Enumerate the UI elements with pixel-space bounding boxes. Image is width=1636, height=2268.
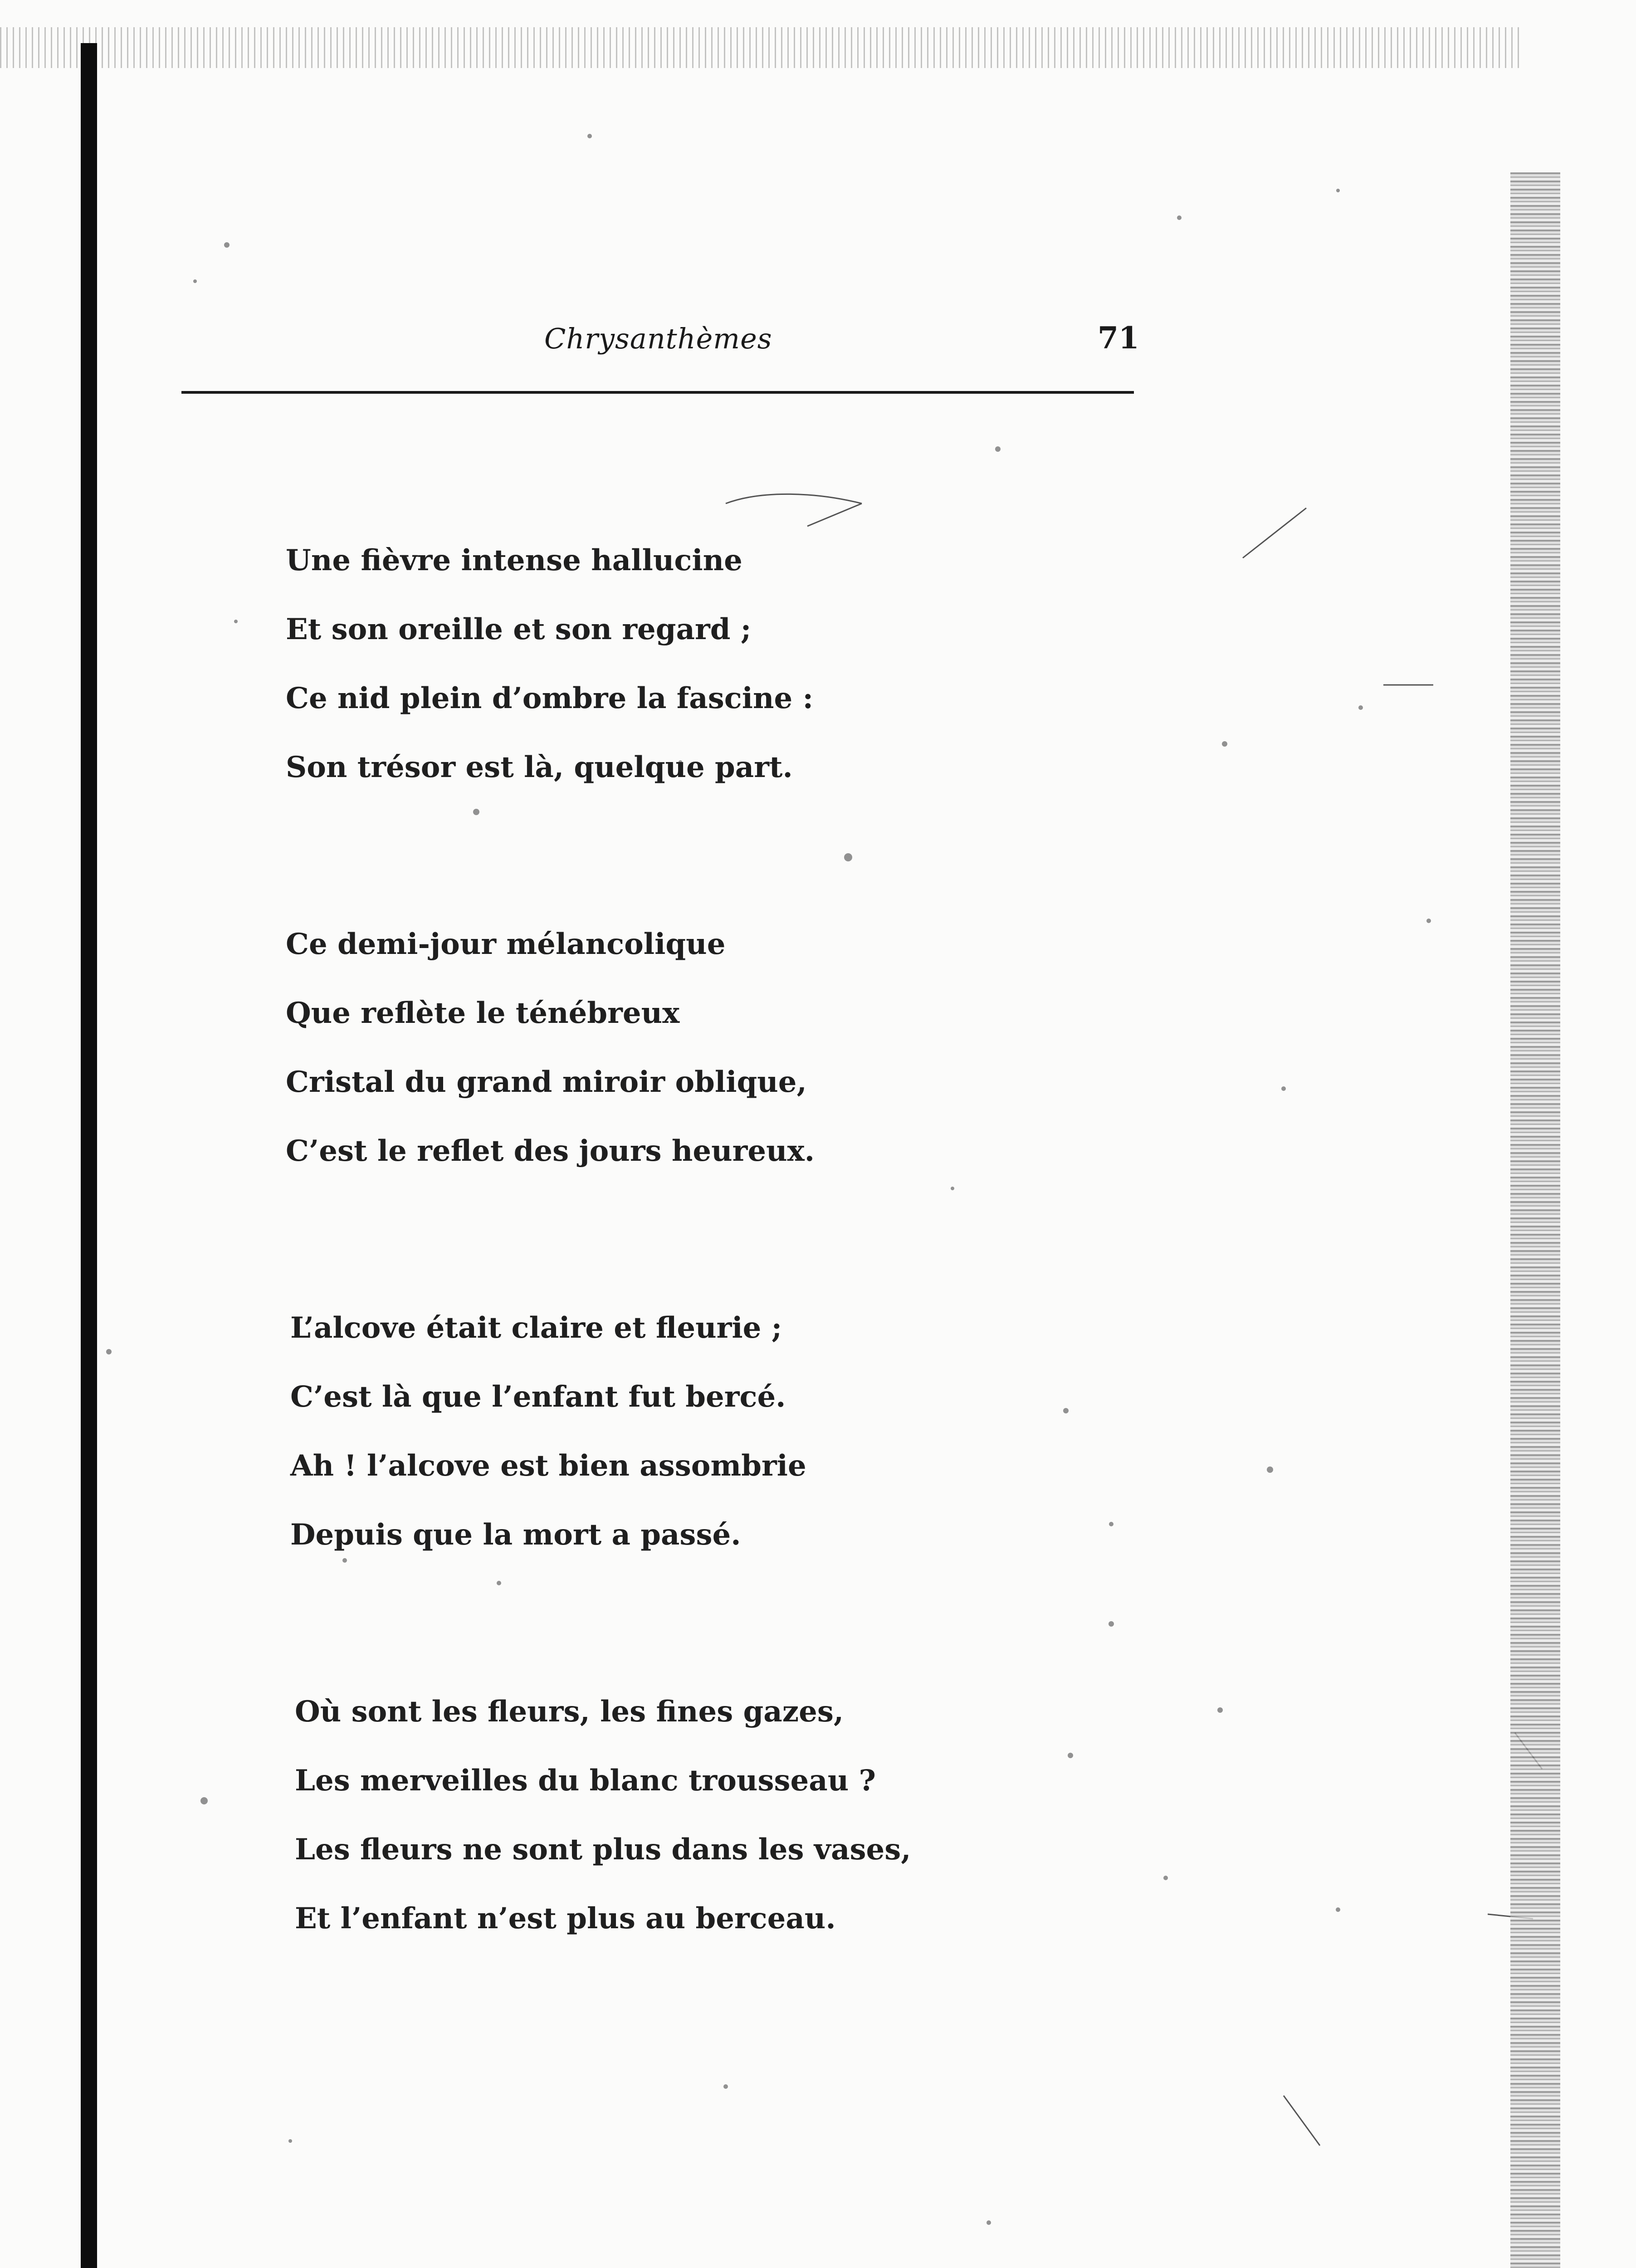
stanza-3 (286, 1294, 1148, 1569)
verse-line: Son trésor est là, quelque part. (286, 750, 793, 784)
verse-line: Et son oreille et son regard ; (286, 612, 752, 646)
verse-line: Où sont les fleurs, les fines gazes, (295, 1695, 844, 1729)
page-number: 71 (1098, 320, 1139, 356)
stanza-2 (286, 910, 1148, 1186)
top-scan-artifact (0, 27, 1519, 68)
verse-line: L’alcove était claire et fleurie ; (290, 1311, 782, 1345)
running-title: Chrysanthèmes (544, 322, 772, 355)
poem (286, 526, 1148, 2061)
verse-line: Les merveilles du blanc trousseau ? (295, 1764, 876, 1798)
verse-line: Que reflète le ténébreux (286, 996, 680, 1030)
page-edge-artifact (1510, 172, 1560, 2268)
verse-line: Ce nid plein d’ombre la fascine : (286, 681, 814, 715)
header-rule (181, 391, 1134, 394)
verse-line: Depuis que la mort a passé. (290, 1518, 741, 1552)
verse-line: Cristal du grand miroir oblique, (286, 1065, 807, 1099)
binding-edge (81, 43, 97, 2268)
verse-line: C’est le reflet des jours heureux. (286, 1134, 815, 1168)
verse-line: Ce demi-jour mélancolique (286, 927, 726, 961)
running-head (181, 318, 1139, 367)
verse-line: Ah ! l’alcove est bien assombrie (290, 1449, 806, 1483)
verse-line: Une fièvre intense hallucine (286, 543, 742, 577)
stanza-4 (286, 1677, 1148, 1953)
stanza-1 (286, 526, 1148, 802)
verse-line: Et l’enfant n’est plus au berceau. (295, 1901, 836, 1936)
verse-line: Les fleurs ne sont plus dans les vases, (295, 1833, 911, 1867)
verse-line: C’est là que l’enfant fut bercé. (290, 1380, 786, 1414)
